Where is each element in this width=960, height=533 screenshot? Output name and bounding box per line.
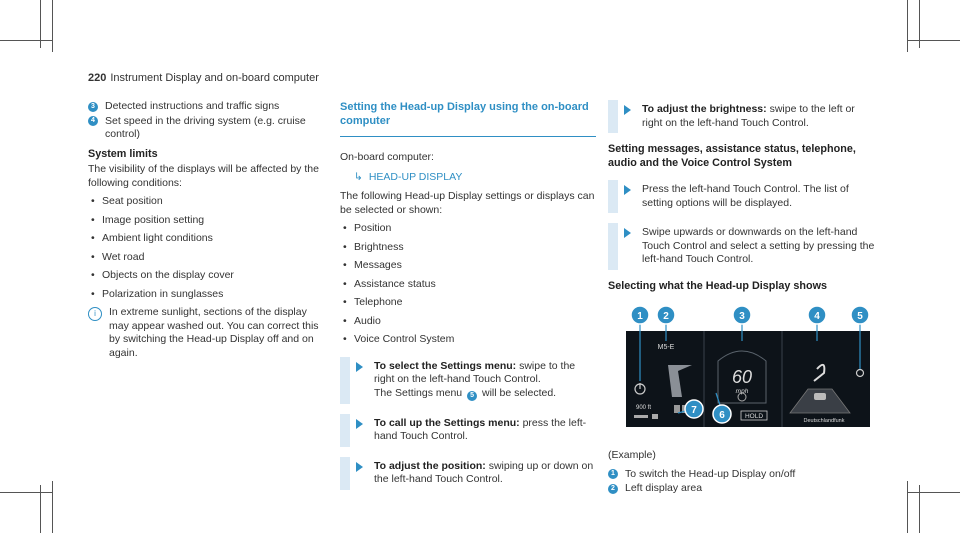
- crop-mark: [908, 40, 960, 41]
- hold-label: HOLD: [744, 413, 764, 420]
- step-arrow-icon: [624, 105, 631, 115]
- list-item: • Assistance status: [340, 278, 596, 292]
- list-item: • Image position setting: [88, 214, 320, 228]
- head-up-display-illustration: [612, 301, 870, 429]
- callout-label: 6: [719, 410, 725, 421]
- instruction-step: [340, 414, 596, 447]
- list-item: • Wet road: [88, 251, 320, 265]
- paragraph: The visibility of the displays will be affected by the following conditions:: [88, 163, 319, 189]
- legend-item: [608, 468, 878, 482]
- step-arrow-icon: [356, 419, 363, 429]
- chapter-title: Instrument Display and on-board computer: [110, 72, 319, 84]
- crop-mark: [52, 0, 53, 52]
- legend-text: Left display area: [625, 482, 703, 494]
- step-arrow-icon: [356, 462, 363, 472]
- column-left: [88, 100, 320, 360]
- column-right: [608, 100, 878, 497]
- step-bold: To select the Settings menu:: [374, 359, 517, 372]
- step-bold: To adjust the brightness:: [642, 103, 767, 115]
- step-text: swipe to the left or right on the left-hand Touch Control.: [642, 103, 855, 129]
- paragraph: The following Head-up Display settings or displays can be selected or shown:: [340, 190, 595, 216]
- number-badge: 3: [88, 102, 98, 112]
- bullet-list: [88, 195, 320, 301]
- list-item: • Ambient light conditions: [88, 232, 320, 246]
- list-item: • Position: [340, 222, 596, 236]
- speed-unit: mph: [735, 388, 749, 395]
- figure-caption: (Example): [608, 449, 656, 461]
- menu-path: [354, 171, 596, 185]
- section-heading: Setting the Head-up Display using the on-board computer: [340, 100, 596, 137]
- step-bar: [340, 457, 350, 490]
- list-item: • Telephone: [340, 296, 596, 310]
- page-number: 220: [88, 72, 107, 84]
- car-icon: [814, 393, 826, 400]
- step-text: Swipe upwards or downwards on the left-hand Touch Control and select a setting by pressing the left-hand Touch Control.: [642, 226, 875, 265]
- legend-text: Set speed in the driving system (e.g. cruise control): [105, 114, 306, 140]
- road-label: M5-E: [657, 344, 675, 351]
- step-bold: To adjust the position:: [374, 459, 486, 472]
- list-item: • Brightness: [340, 241, 596, 255]
- crop-mark: [52, 481, 53, 533]
- callout-label: 4: [814, 311, 820, 322]
- step-arrow-icon: [624, 185, 631, 195]
- section-heading: Setting messages, assistance status, telephone, audio and the Voice Control System: [608, 143, 856, 169]
- crop-mark: [908, 492, 960, 493]
- head-up-display-figure: [612, 301, 870, 429]
- list-item: • Seat position: [88, 195, 320, 209]
- callout-label: 7: [691, 405, 697, 416]
- step-bar: [608, 223, 618, 270]
- menu-path-label: HEAD-UP DISPLAY: [368, 170, 463, 183]
- legend-item: [608, 482, 878, 496]
- step-bar: [340, 357, 350, 404]
- list-item: • Objects on the display cover: [88, 269, 320, 283]
- bullet-list: [340, 222, 596, 347]
- legend-item: [88, 115, 320, 142]
- crop-mark: [907, 0, 908, 52]
- callout-label: 3: [739, 311, 745, 322]
- step-text: press the left-hand Touch Control.: [374, 416, 587, 442]
- callout-label: 5: [857, 311, 863, 322]
- step-text: swiping up or down on the left-hand Touch Control.: [374, 459, 594, 485]
- legend-text: Detected instructions and traffic signs: [105, 100, 280, 112]
- instruction-step: [608, 223, 878, 270]
- info-icon: i: [88, 307, 102, 321]
- instruction-step: [340, 357, 596, 404]
- step-text: Press the left-hand Touch Control. The list of setting options will be displayed.: [642, 183, 849, 209]
- number-badge: 4: [88, 116, 98, 126]
- list-item: • Voice Control System: [340, 333, 596, 347]
- callout-label: 2: [663, 311, 669, 322]
- list-item: • Audio: [340, 315, 596, 329]
- speed-value: 60: [731, 367, 753, 387]
- list-item: • Messages: [340, 259, 596, 273]
- legend-text: To switch the Head-up Display on/off: [625, 467, 796, 480]
- number-badge: 2: [608, 484, 618, 494]
- arrow-right-icon: ↳: [354, 170, 363, 183]
- step-bar: [340, 414, 350, 447]
- instruction-step: [608, 180, 878, 213]
- column-middle: [340, 100, 596, 500]
- step-text: will be selected.: [479, 386, 557, 399]
- list-item: • Polarization in sunglasses: [88, 288, 320, 302]
- crop-mark: [907, 481, 908, 533]
- step-arrow-icon: [624, 228, 631, 238]
- distance-label: 900 ft: [636, 405, 652, 411]
- step-text: swipe to the right on the left-hand Touch Control.: [374, 359, 576, 385]
- note-text: In extreme sunlight, sections of the display may appear washed out. You can correct this by switching the Head-up Display off and on again.: [109, 306, 319, 359]
- page-header: [88, 72, 319, 86]
- step-arrow-icon: [356, 362, 363, 372]
- paragraph: On-board computer:: [340, 151, 434, 163]
- step-text: The Settings menu: [374, 386, 466, 399]
- section-heading: System limits: [88, 147, 158, 160]
- number-badge: 5: [467, 391, 477, 401]
- crop-mark: [0, 492, 52, 493]
- step-bold: To call up the Settings menu:: [374, 416, 520, 429]
- callout-label: 1: [637, 311, 643, 322]
- radio-station: Deutschlandfunk: [803, 418, 845, 424]
- crop-mark: [0, 40, 52, 41]
- step-bar: [608, 100, 618, 133]
- section-heading: Selecting what the Head-up Display shows: [608, 279, 827, 292]
- note: [88, 306, 320, 360]
- number-badge: 1: [608, 469, 618, 479]
- instruction-step: [608, 100, 878, 133]
- legend-item: [88, 100, 320, 114]
- step-bar: [608, 180, 618, 213]
- instruction-step: [340, 457, 596, 490]
